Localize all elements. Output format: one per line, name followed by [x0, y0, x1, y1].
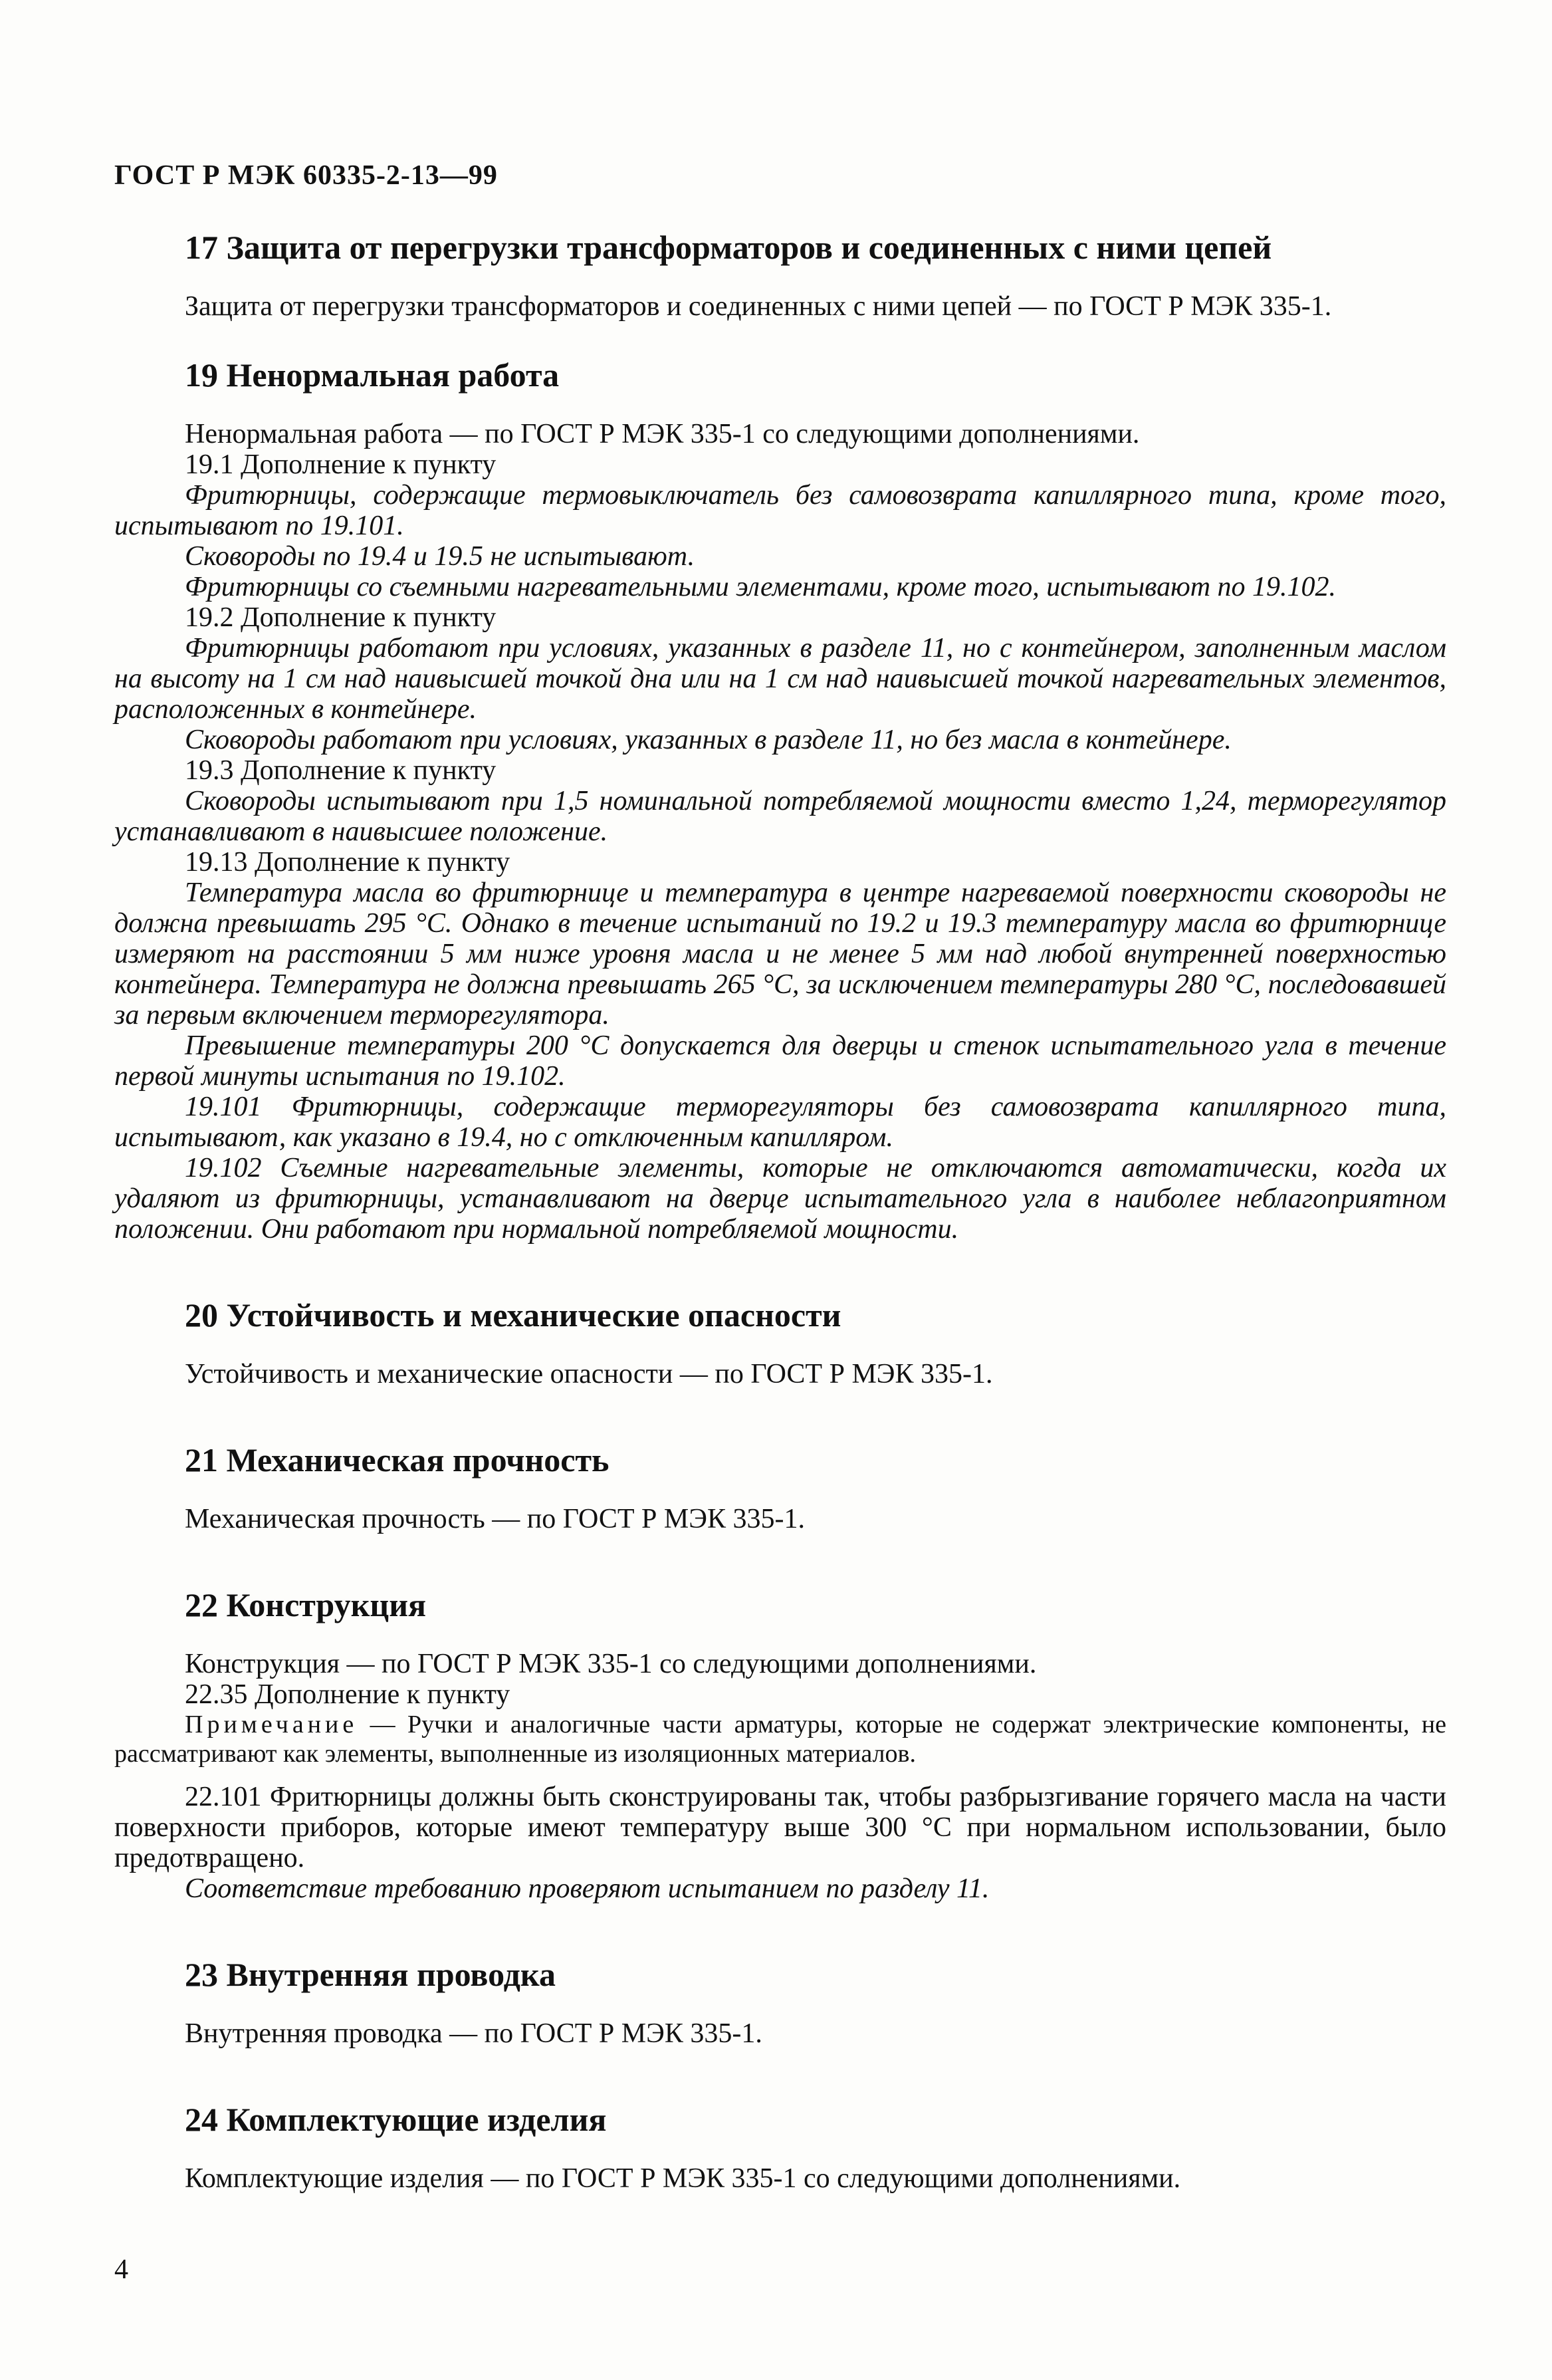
clause-19-13-text-a: Температура масла во фритюрнице и температура в центре нагреваемой поверхности сковороды не должна превышать 295 °С. Однако в течение испытаний по 19.2 и 19.3 температуру масла во фритюрнице измеряют на расстоянии 5 мм ниже уровня масла и не менее 5 мм над любой внутренней поверхностью контейнера. Температура не должна превышать 265 °С, за исключением температуры 280 °С, последовавшей за первым включением терморегулятора. [114, 878, 1446, 1030]
clause-19-13-text-b: Превышение температуры 200 °С допускается для дверцы и стенок испытательного угла в течение первой минуты испытания по 19.102. [114, 1030, 1446, 1092]
clause-19-102: 19.102 Съемные нагревательные элементы, которые не отключаются автоматически, когда их удаляют из фритюрницы, устанавливают на дверце испытательного угла в наиболее неблагоприятном положении. Они работают при нормальной потребляемой мощности. [114, 1153, 1446, 1245]
clause-19-2: 19.2 Дополнение к пункту [185, 602, 497, 633]
section-24-title: 24 Комплектующие изделия [185, 2101, 607, 2138]
section-23-title: 23 Внутренняя проводка [185, 1956, 556, 1993]
section-17-text: Защита от перегрузки трансформаторов и соединенных с ними цепей — по ГОСТ Р МЭК 335-1. [185, 291, 1332, 322]
page-number: 4 [114, 2254, 128, 2285]
section-19-intro: Ненормальная работа — по ГОСТ Р МЭК 335-1 со следующими дополнениями. [185, 419, 1140, 449]
clause-19-3-text-a: Сковороды испытывают при 1,5 номинальной потребляемой мощности вместо 1,24, терморегулятор устанавливают в наивысшее положение. [114, 786, 1446, 847]
section-19-title: 19 Ненормальная работа [185, 356, 560, 394]
clause-19-2-text-a: Фритюрницы работают при условиях, указанных в разделе 11, но с контейнером, заполненным маслом на высоту на 1 см над наивысшей точкой дна или на 1 см над наивысшей точкой нагревательных элементов, расположенных в контейнере. [114, 633, 1446, 725]
clause-19-1-text-a: Фритюрницы, содержащие термовыключатель без самовозврата капиллярного типа, кроме того, испытывают по 19.101. [114, 480, 1446, 541]
section-21-text: Механическая прочность — по ГОСТ Р МЭК 335-1. [185, 1504, 805, 1534]
note-label: Примечание [185, 1711, 358, 1738]
clause-19-1-text-c: Фритюрницы со съемными нагревательными элементами, кроме того, испытывают по 19.102. [185, 572, 1337, 602]
section-23-text: Внутренняя проводка — по ГОСТ Р МЭК 335-1. [185, 2018, 762, 2049]
section-22-intro: Конструкция — по ГОСТ Р МЭК 335-1 со следующими дополнениями. [185, 1649, 1037, 1679]
clause-19-1-text-b: Сковороды по 19.4 и 19.5 не испытывают. [185, 541, 695, 572]
section-20-title: 20 Устойчивость и механические опасности [185, 1296, 841, 1334]
section-21-title: 21 Механическая прочность [185, 1441, 610, 1479]
section-22-title: 22 Конструкция [185, 1586, 427, 1623]
clause-22-101: 22.101 Фритюрницы должны быть сконструированы так, чтобы разбрызгивание горячего масла на части поверхности приборов, которые имеют температуру выше 300 °С при нормальном использовании, было предотвращено. [114, 1782, 1446, 1873]
clause-22-35: 22.35 Дополнение к пункту [185, 1679, 510, 1710]
section-17-title: 17 Защита от перегрузки трансформаторов и соединенных с ними цепей [185, 229, 1272, 266]
section-20-text: Устойчивость и механические опасности — по ГОСТ Р МЭК 335-1. [185, 1359, 993, 1389]
section-24-text: Комплектующие изделия — по ГОСТ Р МЭК 335-1 со следующими дополнениями. [185, 2163, 1181, 2194]
clause-19-101: 19.101 Фритюрницы, содержащие терморегуляторы без самовозврата капиллярного типа, испытывают, как указано в 19.4, но с отключенным капилляром. [114, 1092, 1446, 1153]
page-header: ГОСТ Р МЭК 60335-2-13—99 [114, 160, 498, 191]
clause-22-101-compliance: Соответствие требованию проверяют испытанием по разделу 11. [185, 1873, 990, 1904]
note-text: — Ручки и аналогичные части арматуры, которые не содержат электрические компоненты, не рассматривают как элементы, выполненные из изоляционных материалов. [114, 1711, 1446, 1768]
clause-19-1: 19.1 Дополнение к пункту [185, 449, 497, 480]
clause-19-2-text-b: Сковороды работают при условиях, указанных в разделе 11, но без масла в контейнере. [185, 725, 1232, 755]
clause-19-13: 19.13 Дополнение к пункту [185, 847, 510, 878]
clause-19-3: 19.3 Дополнение к пункту [185, 755, 497, 786]
note-22-35 [114, 1710, 1446, 1768]
page-content [114, 223, 1446, 2194]
